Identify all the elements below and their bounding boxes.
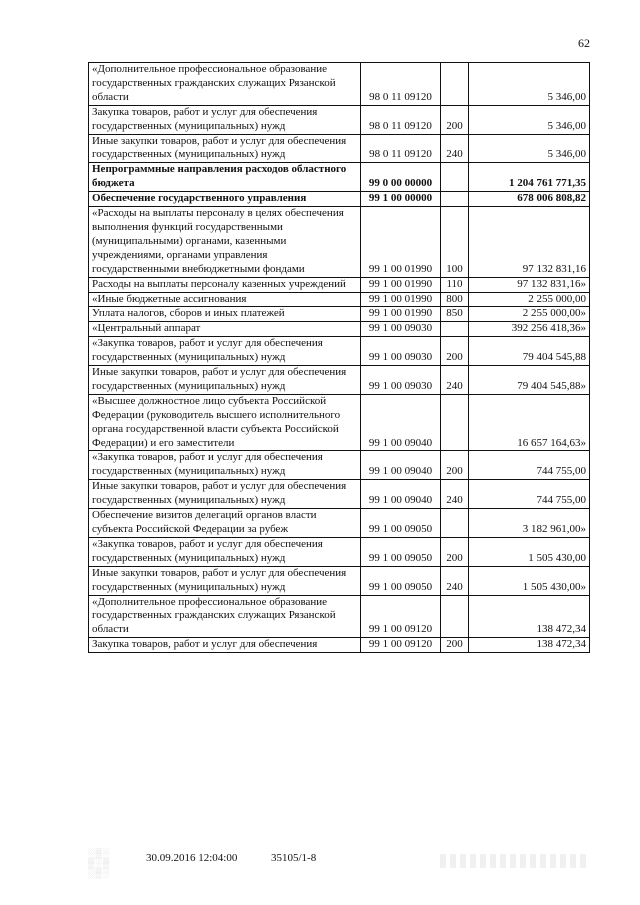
row-code-cell: 99 1 00 01990	[361, 292, 441, 307]
row-name-cell: «Дополнительное профессиональное образование государственных гражданских служащих Рязанской области	[89, 595, 361, 638]
row-expense-type-cell: 200	[441, 451, 469, 480]
table-row	[89, 566, 590, 595]
table-row	[89, 192, 590, 207]
row-expense-type-cell	[441, 192, 469, 207]
row-name-cell: «Центральный аппарат	[89, 322, 361, 337]
row-amount-cell: 97 132 831,16»	[469, 277, 590, 292]
row-amount-cell: 2 255 000,00»	[469, 307, 590, 322]
row-name-cell: Иные закупки товаров, работ и услуг для обеспечения государственных (муниципальных) нужд	[89, 480, 361, 509]
table-row	[89, 277, 590, 292]
table-row	[89, 394, 590, 451]
row-name-cell: Закупка товаров, работ и услуг для обеспечения государственных (муниципальных) нужд	[89, 105, 361, 134]
row-amount-cell: 1 505 430,00»	[469, 566, 590, 595]
table-row	[89, 322, 590, 337]
row-name-cell: Иные закупки товаров, работ и услуг для обеспечения государственных (муниципальных) нужд	[89, 134, 361, 163]
row-expense-type-cell: 100	[441, 207, 469, 278]
row-expense-type-cell	[441, 163, 469, 192]
row-expense-type-cell: 200	[441, 638, 469, 653]
row-name-cell: «Расходы на выплаты персоналу в целях обеспечения выполнения функций государственными (муниципальными) органами, казенными учреждениями, органами управления государственными внебюджетными фондами	[89, 207, 361, 278]
row-expense-type-cell	[441, 322, 469, 337]
row-amount-cell: 138 472,34	[469, 638, 590, 653]
table-row	[89, 163, 590, 192]
row-amount-cell: 744 755,00	[469, 451, 590, 480]
table-row	[89, 509, 590, 538]
table-row	[89, 537, 590, 566]
row-code-cell: 99 1 00 01990	[361, 207, 441, 278]
row-amount-cell: 97 132 831,16	[469, 207, 590, 278]
table-row	[89, 638, 590, 653]
row-expense-type-cell	[441, 394, 469, 451]
row-name-cell: «Закупка товаров, работ и услуг для обеспечения государственных (муниципальных) нужд	[89, 451, 361, 480]
row-expense-type-cell: 200	[441, 537, 469, 566]
row-code-cell: 99 1 00 01990	[361, 307, 441, 322]
row-code-cell: 99 1 00 09030	[361, 322, 441, 337]
row-amount-cell: 3 182 961,00»	[469, 509, 590, 538]
row-name-cell: Непрограммные направления расходов областного бюджета	[89, 163, 361, 192]
row-code-cell: 99 1 00 09030	[361, 366, 441, 395]
row-expense-type-cell	[441, 509, 469, 538]
table-row	[89, 292, 590, 307]
row-expense-type-cell	[441, 595, 469, 638]
row-amount-cell: 678 006 808,82	[469, 192, 590, 207]
row-name-cell: «Иные бюджетные ассигнования	[89, 292, 361, 307]
table-row	[89, 134, 590, 163]
row-code-cell: 99 0 00 00000	[361, 163, 441, 192]
row-expense-type-cell: 200	[441, 105, 469, 134]
footer-doc-id: 35105/1-8	[271, 852, 317, 864]
row-code-cell: 99 1 00 09120	[361, 595, 441, 638]
row-code-cell: 99 1 00 09040	[361, 480, 441, 509]
table-row	[89, 366, 590, 395]
row-code-cell: 99 1 00 00000	[361, 192, 441, 207]
row-code-cell: 99 1 00 09050	[361, 566, 441, 595]
row-code-cell: 99 1 00 01990	[361, 277, 441, 292]
row-amount-cell: 79 404 545,88	[469, 337, 590, 366]
row-expense-type-cell: 800	[441, 292, 469, 307]
table-row	[89, 63, 590, 106]
table-row	[89, 451, 590, 480]
row-name-cell: Расходы на выплаты персоналу казенных учреждений	[89, 277, 361, 292]
row-code-cell: 99 1 00 09030	[361, 337, 441, 366]
row-expense-type-cell: 240	[441, 134, 469, 163]
budget-table	[88, 62, 590, 653]
row-expense-type-cell: 240	[441, 366, 469, 395]
table-row	[89, 207, 590, 278]
row-amount-cell: 5 346,00	[469, 63, 590, 106]
row-amount-cell: 138 472,34	[469, 595, 590, 638]
row-name-cell: «Высшее должностное лицо субъекта Российской Федерации (руководитель высшего исполнительного органа государственной власти субъекта Российской Федерации) и его заместители	[89, 394, 361, 451]
row-expense-type-cell: 240	[441, 566, 469, 595]
row-expense-type-cell: 110	[441, 277, 469, 292]
row-code-cell: 99 1 00 09050	[361, 509, 441, 538]
row-code-cell: 99 1 00 09120	[361, 638, 441, 653]
row-name-cell: Иные закупки товаров, работ и услуг для обеспечения государственных (муниципальных) нужд	[89, 366, 361, 395]
row-amount-cell: 16 657 164,63»	[469, 394, 590, 451]
row-code-cell: 99 1 00 09040	[361, 451, 441, 480]
table-row	[89, 480, 590, 509]
page-number: 62	[578, 36, 590, 50]
row-code-cell: 98 0 11 09120	[361, 134, 441, 163]
table-row	[89, 307, 590, 322]
row-amount-cell: 392 256 418,36»	[469, 322, 590, 337]
row-expense-type-cell: 850	[441, 307, 469, 322]
row-name-cell: Уплата налогов, сборов и иных платежей	[89, 307, 361, 322]
row-expense-type-cell	[441, 63, 469, 106]
row-name-cell: Иные закупки товаров, работ и услуг для обеспечения государственных (муниципальных) нужд	[89, 566, 361, 595]
row-amount-cell: 744 755,00	[469, 480, 590, 509]
row-amount-cell: 5 346,00	[469, 105, 590, 134]
row-code-cell: 99 1 00 09040	[361, 394, 441, 451]
table-row	[89, 337, 590, 366]
row-name-cell: «Закупка товаров, работ и услуг для обеспечения государственных (муниципальных) нужд	[89, 337, 361, 366]
table-row	[89, 595, 590, 638]
faint-footer-text	[440, 854, 590, 868]
budget-table-body	[89, 63, 590, 653]
row-name-cell: Закупка товаров, работ и услуг для обеспечения	[89, 638, 361, 653]
row-code-cell: 98 0 11 09120	[361, 63, 441, 106]
footer-date: 30.09.2016 12:04:00	[146, 852, 238, 864]
row-expense-type-cell: 240	[441, 480, 469, 509]
row-amount-cell: 2 255 000,00	[469, 292, 590, 307]
row-name-cell: «Дополнительное профессиональное образование государственных гражданских служащих Рязанской области	[89, 63, 361, 106]
row-amount-cell: 5 346,00	[469, 134, 590, 163]
row-expense-type-cell: 200	[441, 337, 469, 366]
row-amount-cell: 1 204 761 771,35	[469, 163, 590, 192]
stamp-mark: ░▒░ ▒░▒ ░▒░	[88, 848, 111, 878]
row-name-cell: Обеспечение визитов делегаций органов власти субъекта Российской Федерации за рубеж	[89, 509, 361, 538]
row-name-cell: «Закупка товаров, работ и услуг для обеспечения государственных (муниципальных) нужд	[89, 537, 361, 566]
row-code-cell: 98 0 11 09120	[361, 105, 441, 134]
row-name-cell: Обеспечение государственного управления	[89, 192, 361, 207]
row-code-cell: 99 1 00 09050	[361, 537, 441, 566]
table-row	[89, 105, 590, 134]
row-amount-cell: 79 404 545,88»	[469, 366, 590, 395]
row-amount-cell: 1 505 430,00	[469, 537, 590, 566]
